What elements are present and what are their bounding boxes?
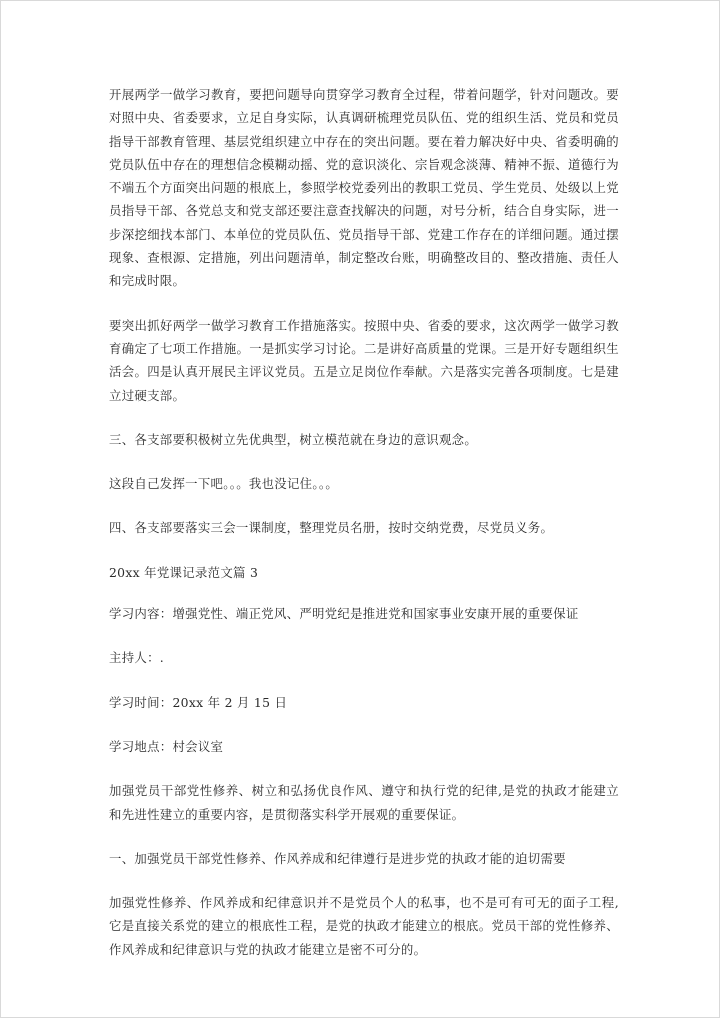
paragraph-section-one-body: 加强党性修养、作风养成和纪律意识并不是党员个人的私事，也不是可有可无的面子工程,它是直接关系党的建立的根底性工程，是党的执政才能建立的根底。党员干部的党性修养、作风养成和纪律意识与党的执政才能建立是密不可分的。 bbox=[109, 895, 619, 957]
paragraph-section-three: 三、各支部要积极树立先优典型，树立模范就在身边的意识观念。 bbox=[109, 431, 478, 447]
paragraph-work-measures: 要突出抓好两学一做学习教育工作措施落实。按照中央、省委的要求，这次两学一做学习教育确定了七项工作措施。一是抓实学习讨论。二是讲好高质量的党课。三是开好专题组织生活会。四是认真开展民主评议党员。五是立足岗位作奉献。六是落实完善各项制度。七是建立过硬支部。 bbox=[109, 317, 619, 403]
paragraph-section-four: 四、各支部要落实三会一课制度，整理党员名册，按时交纳党费，尽党员义务。 bbox=[109, 520, 554, 536]
paragraph-intro: 加强党员干部党性修养、树立和弘扬优良作风、遵守和执行党的纪律,是党的执政才能建立和先进性建立的重要内容，是贯彻落实科学开展观的重要保证。 bbox=[109, 783, 619, 822]
heading-section-one: 一、加强党员干部党性修养、作风养成和纪律遵行是进步党的执政才能的迫切需要 bbox=[109, 850, 566, 866]
study-location: 学习地点：村会议室 bbox=[109, 738, 224, 754]
paragraph-problem-orientation: 开展两学一做学习教育，要把问题导向贯穿学习教育全过程，带着问题学，针对问题改。要对照中央、省委要求，立足自身实际，认真调研梳理党员队伍、党的组织生活、党员和党员指导干部教育管理、基层党组织建立中存在的突出问题。要在着力解决好中央、省委明确的党员队伍中存在的理想信念模糊动摇、党的意识淡化、宗旨观念淡薄、精神不振、道德行为不端五个方面突出问题的根底上，参照学校党委列出的教职工党员、学生党员、处级以上党员指导干部、各党总支和党支部还要注意查找解决的问题，对号分析，结合自身实际，进一步深挖细找本部门、本单位的党员队伍、党员指导干部、党建工作存在的详细问题。通过摆现象、查根源、定措施，列出问题清单，制定整改台账，明确整改目的、整改措施、责任人和完成时限。 bbox=[109, 87, 619, 289]
paragraph-note: 这段自己发挥一下吧。。。我也没记住。。。 bbox=[109, 476, 339, 492]
document-body bbox=[109, 83, 619, 982]
study-content: 学习内容：增强党性、端正党风、严明党纪是推进党和国家事业安康开展的重要保证 bbox=[109, 606, 579, 622]
host: 主持人：. bbox=[109, 650, 165, 666]
heading-sample-3: 20xx 年党课记录范文篇 3 bbox=[109, 564, 259, 580]
study-time: 学习时间：20xx 年 2 月 15 日 bbox=[109, 694, 288, 710]
